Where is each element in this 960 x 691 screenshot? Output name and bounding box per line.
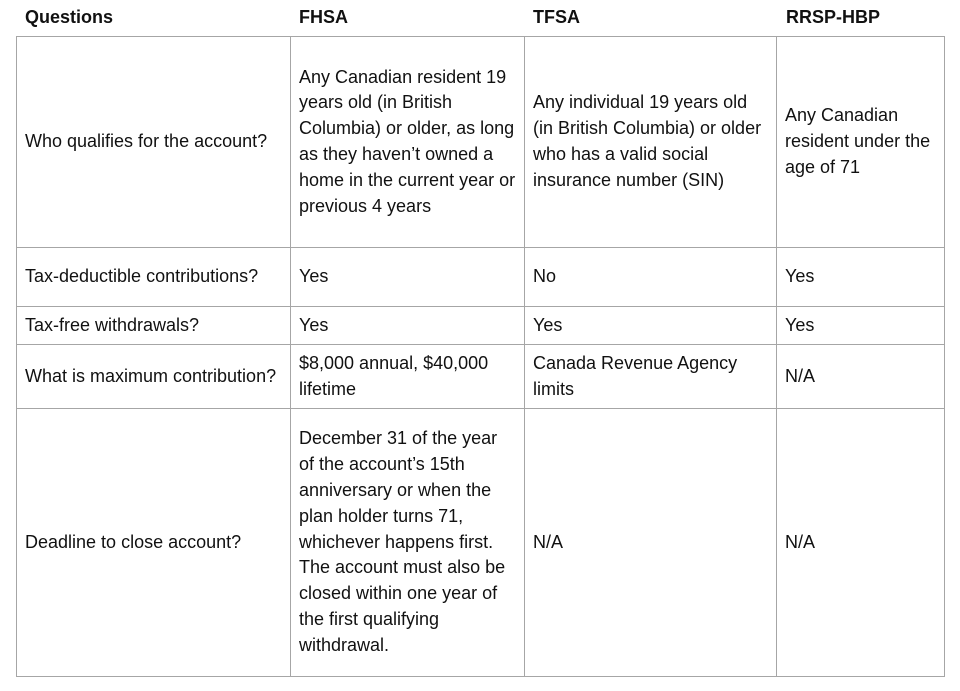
rrsp-hbp-cell: Yes [777,248,945,307]
question-cell: Tax-free withdrawals? [17,307,291,345]
header-fhsa: FHSA [299,7,348,27]
table-row [17,248,945,307]
comparison-table [16,36,945,677]
rrsp-hbp-cell: N/A [777,409,945,677]
header-questions: Questions [25,7,114,27]
tfsa-cell: Any individual 19 years old (in British Columbia) or older who has a valid social insurance number (SIN) [525,37,777,248]
fhsa-cell: Yes [291,248,525,307]
header-tfsa: TFSA [533,7,580,27]
tfsa-cell: No [525,248,777,307]
fhsa-cell: Yes [291,307,525,345]
table-row [17,307,945,345]
tfsa-cell: N/A [525,409,777,677]
question-cell: Who qualifies for the account? [17,37,291,248]
table-row [17,37,945,248]
rrsp-hbp-cell: Yes [777,307,945,345]
table-row [17,345,945,409]
rrsp-hbp-cell: Any Canadian resident under the age of 71 [777,37,945,248]
fhsa-cell: Any Canadian resident 19 years old (in British Columbia) or older, as long as they haven’t owned a home in the current year or previous 4 years [291,37,525,248]
question-cell: Deadline to close account? [17,409,291,677]
fhsa-cell: $8,000 annual, $40,000 lifetime [291,345,525,409]
question-cell: Tax-deductible contributions? [17,248,291,307]
tfsa-cell: Yes [525,307,777,345]
tfsa-cell: Canada Revenue Agency limits [525,345,777,409]
table-row [17,409,945,677]
header-rrsp-hbp: RRSP-HBP [786,7,881,27]
table-header-row [16,0,944,36]
fhsa-cell: December 31 of the year of the account’s 15th anniversary or when the plan holder turns 71, whichever happens first. The account must also be closed within one year of the first qualifying withdrawal. [291,409,525,677]
rrsp-hbp-cell: N/A [777,345,945,409]
question-cell: What is maximum contribution? [17,345,291,409]
